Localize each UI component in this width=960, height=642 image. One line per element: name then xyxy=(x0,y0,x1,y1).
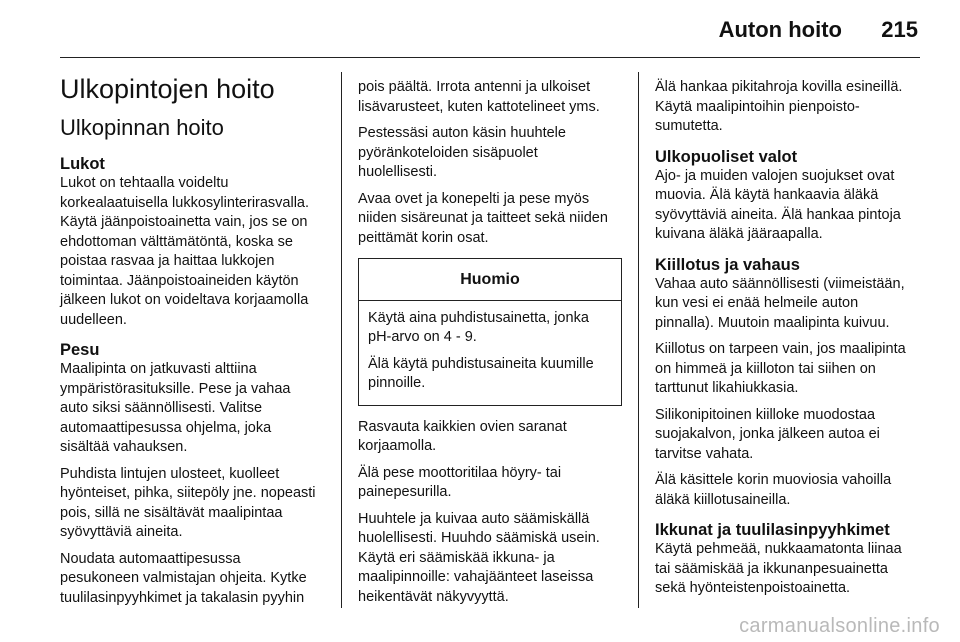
paragraph: Pestessäsi auton käsin huuhtele pyöränkoteloiden sisäpuolet huolellisesti. xyxy=(358,125,566,180)
paragraph: Avaa ovet ja konepelti ja pese myös niiden sisäreunat ja taitteet sekä niiden peittämät korin osat. xyxy=(358,190,608,246)
paragraph: Älä pese moottoritilaa höyry- tai painepesurilla. xyxy=(358,464,562,500)
subheading-ikkunat: Ikkunat ja tuulilasinpyyhkimet xyxy=(655,521,890,539)
paragraph: Lukot on tehtaalla voideltu korkealaatuisella lukkosylinterirasvalla. Käytä jäänpoistoainetta vain, jos se on ehdottoman välttämätöntä, koska se poistaa rasvaa ja haittaa lukkojen toimintaa. Jäänpoistoaineiden käytön jälkeen lukot on voideltava korjaamolla uudelleen. xyxy=(60,175,310,328)
notice-body xyxy=(359,301,621,405)
page-title: Ulkopintojen hoito xyxy=(60,74,275,104)
paragraph: Rasvauta kaikkien ovien saranat korjaamolla. xyxy=(358,418,567,454)
paragraph: Noudata automaattipesussa pesukoneen valmistajan ohjeita. Kytke tuulilasinpyyhkimet ja takalasin pyyhin xyxy=(60,550,307,606)
paragraph: Huuhtele ja kuivaa auto säämiskällä huolellisesti. Huuhdo säämiskä usein. Käytä eri säämiskää ikkuna- ja maalipinnoille: vahajäänteet laseissa heikentävät näkyvyyttä. xyxy=(358,510,600,605)
paragraph: pois päältä. Irrota antenni ja ulkoiset lisävarusteet, kuten kattotelineet yms. xyxy=(358,79,600,115)
column-2 xyxy=(358,78,620,614)
page-header xyxy=(0,0,960,58)
subheading-lukot: Lukot xyxy=(60,155,105,173)
paragraph: Vahaa auto säännöllisesti (viimeistään, kun vesi ei enää helmeile auton pinnalla). Muutoin maalipinta kuivuu. xyxy=(655,275,905,331)
notice-paragraph: Älä käytä puhdistusaineita kuumille pinnoille. xyxy=(368,355,594,391)
header-rule xyxy=(60,57,920,58)
paragraph: Älä käsittele korin muoviosia vahoilla äläkä kiillotusaineilla. xyxy=(655,472,892,508)
column-divider xyxy=(638,72,639,608)
watermark: carmanualsonline.info xyxy=(739,615,940,637)
paragraph: Maalipinta on jatkuvasti alttiina ympäristörasituksille. Pese ja vahaa auto siksi säännöllisesti. Valitse automaattipesussa ohjelma, joka sisältää vahauksen. xyxy=(60,361,291,455)
paragraph: Puhdista lintujen ulosteet, kuolleet hyönteiset, pihka, siitepöly jne. nopeasti pois, sillä ne sisältävät maalipintaa syövyttäviä aineita. xyxy=(60,465,316,540)
subheading-kiillotus: Kiillotus ja vahaus xyxy=(655,255,800,274)
notice-paragraph: Käytä aina puhdistusainetta, jonka pH-arvo on 4 - 9. xyxy=(368,309,589,345)
paragraph: Älä hankaa pikitahroja kovilla esineillä. Käytä maalipintoihin pienpoisto-sumutetta. xyxy=(655,79,903,134)
paragraph: Silikonipitoinen kiilloke muodostaa suojakalvon, jonka jälkeen autoa ei tarvitse vahata. xyxy=(655,406,880,462)
paragraph: Ajo- ja muiden valojen suojukset ovat muovia. Älä käytä hankaavia äläkä syövyttäviä aineita. Älä hankaa pintoja kuivana äläkä jääraapalla. xyxy=(655,167,901,242)
paragraph: Käytä pehmeää, nukkaamatonta liinaa tai säämiskää ja ikkunanpesuainetta sekä hyönteistenpoistoainetta. xyxy=(655,541,902,596)
column-3 xyxy=(655,78,917,606)
paragraph: Kiillotus on tarpeen vain, jos maalipinta on himmeä ja kiilloton tai siihen on tarttunut likahiukkasia. xyxy=(655,341,906,396)
notice-title: Huomio xyxy=(359,259,621,301)
column-1 xyxy=(60,72,322,615)
header-title: Auton hoito xyxy=(718,17,842,42)
subheading-pesu: Pesu xyxy=(60,341,100,359)
subheading-valot: Ulkopuoliset valot xyxy=(655,147,798,166)
notice-box xyxy=(358,258,622,406)
column-divider xyxy=(341,72,342,608)
section-title: Ulkopinnan hoito xyxy=(60,115,224,140)
page-number: 215 xyxy=(881,17,918,42)
